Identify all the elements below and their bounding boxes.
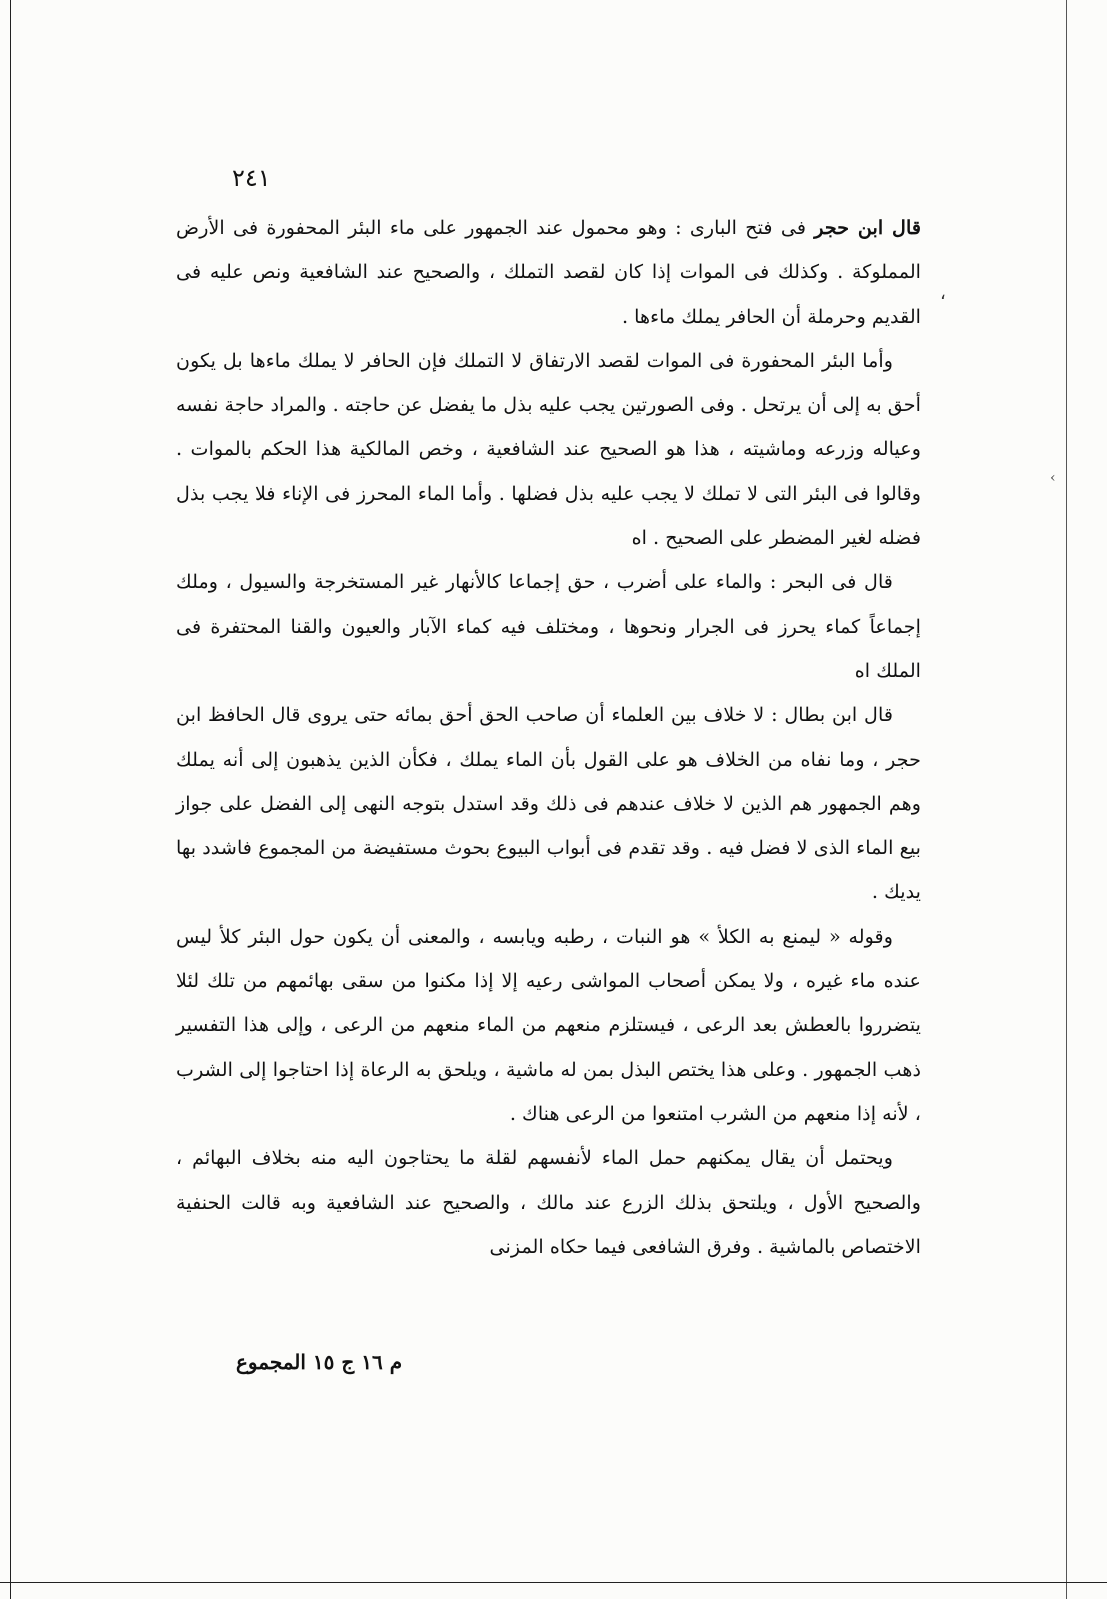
paragraph-text: قال فى البحر : والماء على أضرب ، حق إجماعا كالأنهار غير المستخرجة والسيول ، وملك إجماعاً كماء يحرز فى الجرار ونحوها ، ومختلف فيه كماء الآبار والعيون والقنا المحتفرة فى الملك اه [176, 570, 921, 682]
paragraph-2 [176, 339, 921, 560]
edge-mark: ‹ [1050, 470, 1056, 486]
paragraph-text: فى فتح البارى : وهو محمول عند الجمهور على ماء البئر المحفورة فى الأرض المملوكة . وكذلك فى الموات إذا كان لقصد التملك ، والصحيح عند الشافعية ونص عليه فى القديم وحرملة أن الحافر يملك ماءها . [176, 216, 921, 328]
paragraph-text: قال ابن بطال : لا خلاف بين العلماء أن صاحب الحق أحق بمائه حتى يروى قال الحافظ ابن حجر ، وما نفاه من الخلاف هو على القول بأن الماء يملك ، فكأن الذين يذهبون إلى أنه يملك وهم الجمهور هم الذين لا خلاف عندهم فى ذلك وقد استدل بتوجه النهى إلى الفضل على جواز بيع الماء الذى لا فضل فيه . وقد تقدم فى أبواب البيوع بحوث مستفيضة من المجموع فاشدد بها يديك . [176, 703, 921, 904]
paragraph-lead: قال ابن حجر [814, 216, 921, 239]
bottom-scan-edge [0, 1582, 1107, 1583]
paragraph-4 [176, 693, 921, 914]
paragraph-text: وأما البئر المحفورة فى الموات لقصد الارتفاق لا التملك فإن الحافر لا يملك ماءها بل يكون أحق به إلى أن يرتحل . وفى الصورتين يجب عليه بذل ما يفضل عن حاجته . والمراد حاجة نفسه وعياله وزرعه وماشيته ، هذا هو الصحيح عند الشافعية ، وخص المالكية هذا الحكم بالموات . وقالوا فى البئر التى لا تملك لا يجب عليه بذل فضلها . وأما الماء المحرز فى الإناء فلا يجب بذل فضله لغير المضطر على الصحيح . اه [176, 348, 921, 550]
paragraph-text: وقوله « ليمنع به الكلأ » هو النبات ، رطبه ويابسه ، والمعنى أن يكون حول البئر كلأ ليس عنده ماء غيره ، ولا يمكن أصحاب المواشى رعيه إلا إذا مكنوا من سقى بهائمهم من تلك لئلا يتضرروا بالعطش بعد الرعى ، فيستلزم منعهم من الماء منعهم من الرعى ، وإلى هذا التفسير ذهب الجمهور . وعلى هذا يختص البذل بمن له ماشية ، ويلحق به الرعاة إذا احتاجوا إلى الشرب ، لأنه إذا منعهم من الشرب امتنعوا من الرعى هناك . [176, 924, 921, 1125]
margin-mark: ، [940, 283, 946, 304]
body-text [176, 206, 921, 1269]
page-number: ٢٤١ [232, 164, 271, 192]
paragraph-text: ويحتمل أن يقال يمكنهم حمل الماء لأنفسهم لقلة ما يحتاجون اليه منه بخلاف البهائم ، والصحيح الأول ، ويلتحق بذلك الزرع عند مالك ، والصحيح عند الشافعية وبه قالت الحنفية الاختصاص بالماشية . وفرق الشافعى فيما حكاه المزنى [176, 1146, 921, 1258]
paragraph-1 [176, 206, 921, 339]
paragraph-3 [176, 560, 921, 693]
paragraph-5 [176, 915, 921, 1136]
right-scan-edge [1066, 0, 1067, 1599]
left-scan-edge [10, 0, 11, 1599]
paragraph-6 [176, 1136, 921, 1269]
footer-signature: م ١٦ ج ١٥ المجموع [236, 1350, 403, 1374]
